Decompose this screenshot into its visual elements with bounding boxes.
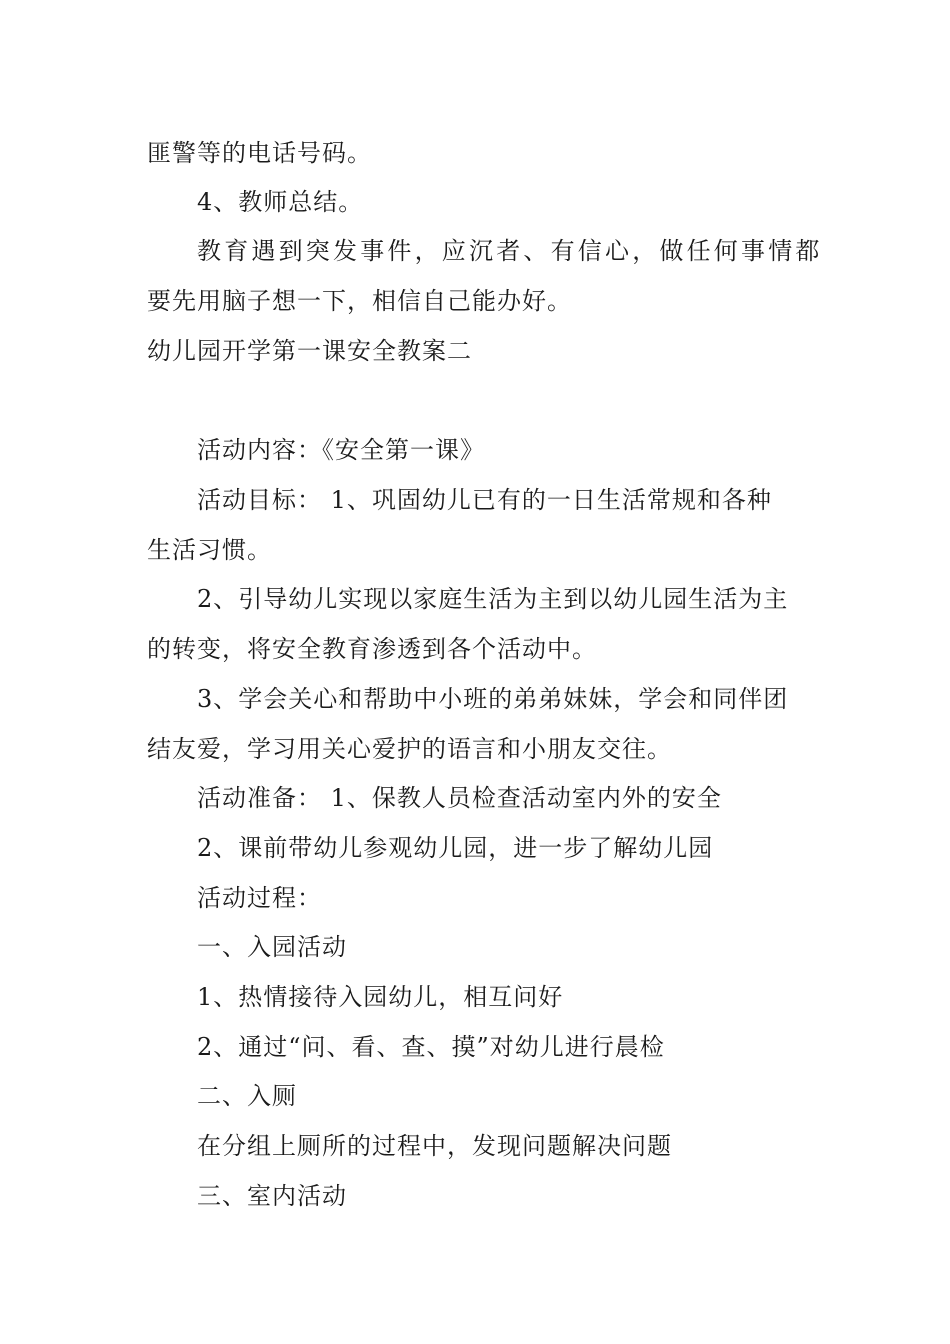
text-line: 2、引导幼儿实现以家庭生活为主到以幼儿园生活为主: [197, 585, 789, 613]
text-line: 在分组上厕所的过程中，发现问题解决问题: [197, 1132, 672, 1160]
text-line: 一、入园活动: [197, 933, 347, 961]
text-line: 活动目标： 1、巩固幼儿已有的一日生活常规和各种: [197, 486, 772, 514]
text-line: 2、课前带幼儿参观幼儿园，进一步了解幼儿园: [197, 834, 714, 862]
text-line: 教育遇到突发事件，应沉者、有信心，做任何事情都: [197, 237, 823, 265]
text-line: 3、学会关心和帮助中小班的弟弟妹妹，学会和同伴团: [197, 685, 789, 713]
text-line: 生活习惯。: [147, 536, 272, 564]
text-line: 活动过程：: [197, 884, 322, 912]
text-line: 二、入厕: [197, 1082, 297, 1110]
text-line: 2、通过“问、看、查、摸”对幼儿进行晨检: [197, 1033, 665, 1061]
text-line: 结友爱，学习用关心爱护的语言和小朋友交往。: [147, 735, 672, 763]
text-line: 的转变，将安全教育渗透到各个活动中。: [147, 635, 597, 663]
text-line: 活动准备： 1、保教人员检查活动室内外的安全: [197, 784, 722, 812]
text-line: 要先用脑子想一下，相信自己能办好。: [147, 287, 572, 315]
text-line: 活动内容：《安全第一课》: [197, 436, 485, 464]
text-line: 4、教师总结。: [197, 188, 364, 216]
section-heading: 幼儿园开学第一课安全教案二: [147, 337, 472, 365]
text-line: 1、热情接待入园幼儿，相互问好: [197, 983, 564, 1011]
text-line: 三、室内活动: [197, 1182, 347, 1210]
text-line: 匪警等的电话号码。: [147, 139, 372, 167]
